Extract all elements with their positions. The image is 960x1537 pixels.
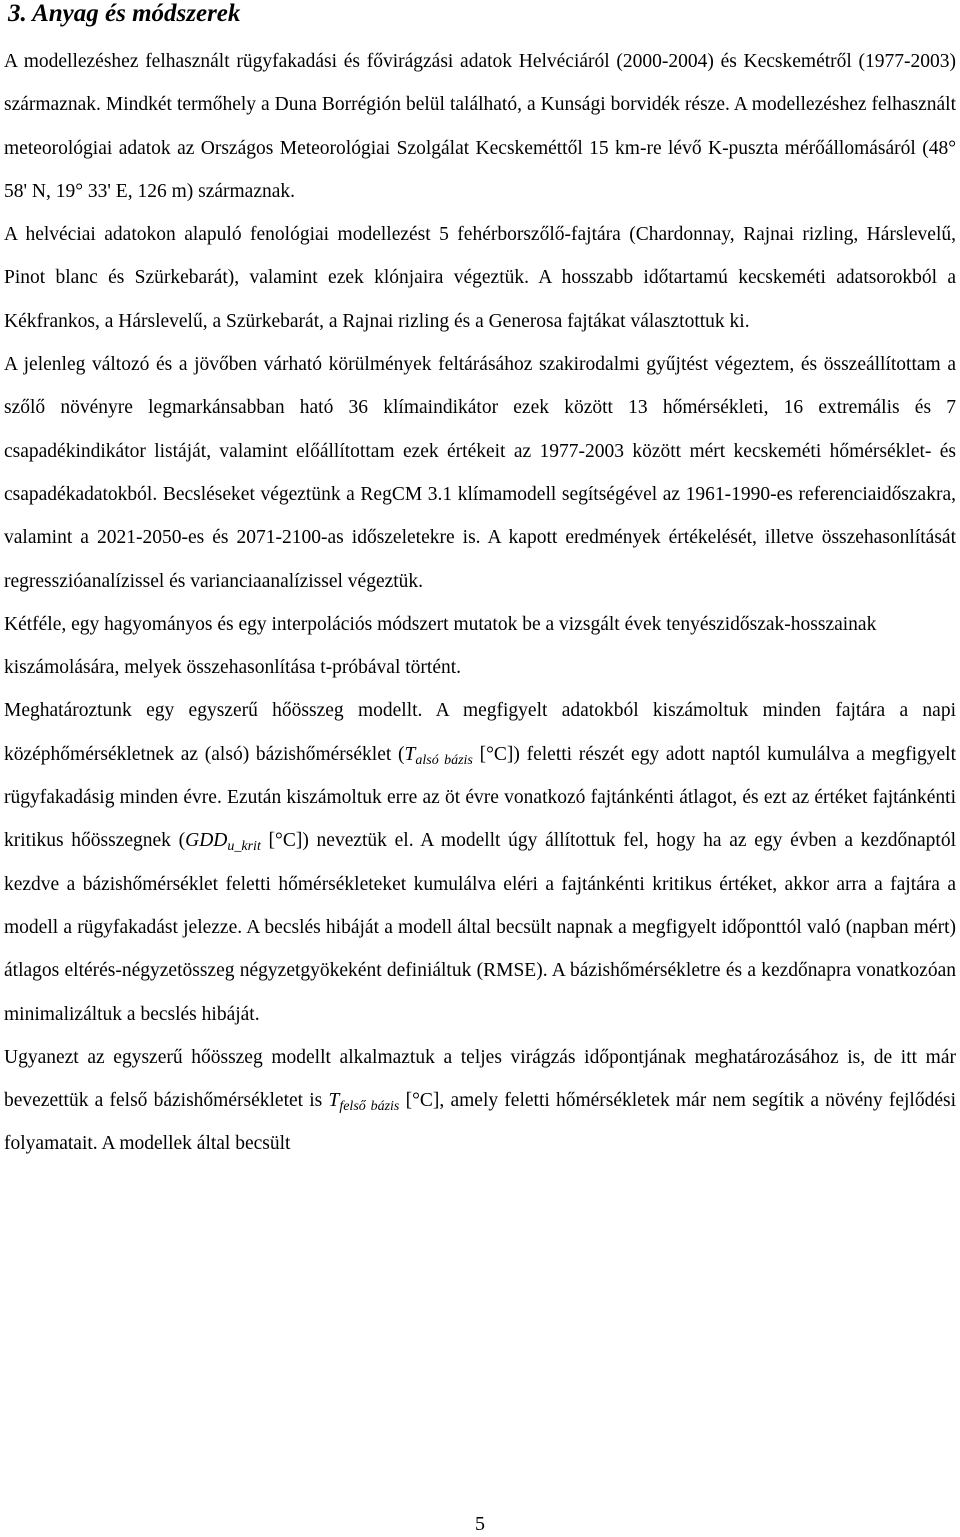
variable-gdd: GDD bbox=[185, 830, 228, 852]
paragraph-text: [°C]) feletti részét egy adott naptól kumulálva a megfigyelt rügyfakadásig minden évre. Ezután kiszámoltuk erre az öt évre vonatkozó fajtánkénti átlagot, és ezt az értéket fajtánkénti kritikus hőösszegnek ( bbox=[4, 743, 956, 852]
paragraph-heat-sum-model bbox=[4, 689, 956, 1035]
paragraph-text: A helvéciai adatokon alapuló fenológiai modellezést 5 fehérborszőlő-fajtára (Chardonnay, Rajnai rizling, Hárslevelű, Pinot blanc és Szürkebarát), valamint ezek klónjaira végeztük. A hosszabb időtartamú kecskeméti adatsorokból a Kékfrankos, a Hárslevelű, a Szürkebarát, a Rajnai rizling és a Generosa fajtákat választottuk ki. bbox=[4, 224, 956, 332]
paragraph-text: Meghatároztunk egy egyszerű hőösszeg modellt. A megfigyelt adatokból kiszámoltuk minden fajtára a napi középhőmérsékletnek az (alsó) bázishőmérséklet ( bbox=[4, 700, 956, 765]
paragraph-full-bloom bbox=[4, 1036, 956, 1166]
body-text bbox=[4, 40, 956, 1166]
variable-subscript: alsó bázis bbox=[415, 752, 473, 768]
variable-subscript: felső bázis bbox=[339, 1099, 400, 1115]
variable-t: T bbox=[404, 743, 416, 765]
variable-t: T bbox=[328, 1090, 340, 1112]
variable-subscript: u_krit bbox=[227, 839, 261, 855]
page-number: 5 bbox=[475, 1513, 485, 1535]
paragraph-text: A jelenleg változó és a jövőben várható körülmények feltárásához szakirodalmi gyűjtést végeztem, és összeállítottam a szőlő növényre legmarkánsabban ható 36 klímaindikátor ezek között 13 hőmérsékleti, 16 extremális és 7 csapadékindikátor listáját, valamint előállítottam ezek értékeit az 1977-2003 között mért kecskeméti hőmérséklet- és csapadékadatokból. Becsléseket végeztünk a RegCM 3.1 klímamodell segítségével az 1961-1990-es referenciaidőszakra, valamint a 2021-2050-es és 2071-2100-as időszeletekre is. A kapott eredmények értékelését, illetve összehasonlítását regresszióanalízissel és varianciaanalízissel végeztük. bbox=[4, 354, 956, 592]
paragraph-varieties bbox=[4, 213, 956, 343]
paragraph-climate-indicators bbox=[4, 343, 956, 603]
paragraph-data-sources bbox=[4, 40, 956, 213]
paragraph-text: A modellezéshez felhasznált rügyfakadási és fővirágzási adatok Helvéciáról (2000-2004) és Kecskemétről (1977-2003) származnak. Mindkét termőhely a Duna Borrégión belül található, a Kunsági borvidék része. A modellezéshez felhasznált meteorológiai adatok az Országos Meteorológiai Szolgálat Kecskeméttől 15 km-re lévő K-puszta mérőállomásáról (48° 58' N, 19° 33' E, 126 m) származnak. bbox=[4, 51, 956, 202]
paragraph-growing-season bbox=[4, 603, 956, 690]
section-heading: 3. Anyag és módszerek bbox=[8, 0, 241, 27]
paragraph-text: [°C]) neveztük el. A modellt úgy állítottuk fel, hogy ha az egy évben a kezdőnaptól kezdve a bázishőmérséklet feletti hőmérsékleteket kumulálva eléri a fajtánkénti kritikus értéket, akkor arra a fajtára a modell a rügyfakadást jelezze. A becslés hibáját a modell által becsült napnak a megfigyelt időponttól való (napban mért) átlagos eltérés-négyzetösszeg négyzetgyökeként definiáltuk (RMSE). A bázishőmérsékletre és a kezdőnapra vonatkozóan minimalizáltuk a becslés hibáját. bbox=[4, 830, 956, 1025]
paragraph-text: [°C], amely feletti hőmérsékletek már nem segítik a növény fejlődési folyamatait. A modellek által becsült bbox=[4, 1090, 956, 1155]
paragraph-text: Kétféle, egy hagyományos és egy interpolációs módszert mutatok be a vizsgált évek tenyészidőszak-hosszainak kiszámolására, melyek összehasonlítása t-próbával történt. bbox=[4, 613, 877, 679]
paragraph-text: Ugyanezt az egyszerű hőösszeg modellt alkalmaztuk a teljes virágzás időpontjának meghatározásához is, de itt már bevezettük a felső bázishőmérsékletet is bbox=[4, 1046, 956, 1112]
